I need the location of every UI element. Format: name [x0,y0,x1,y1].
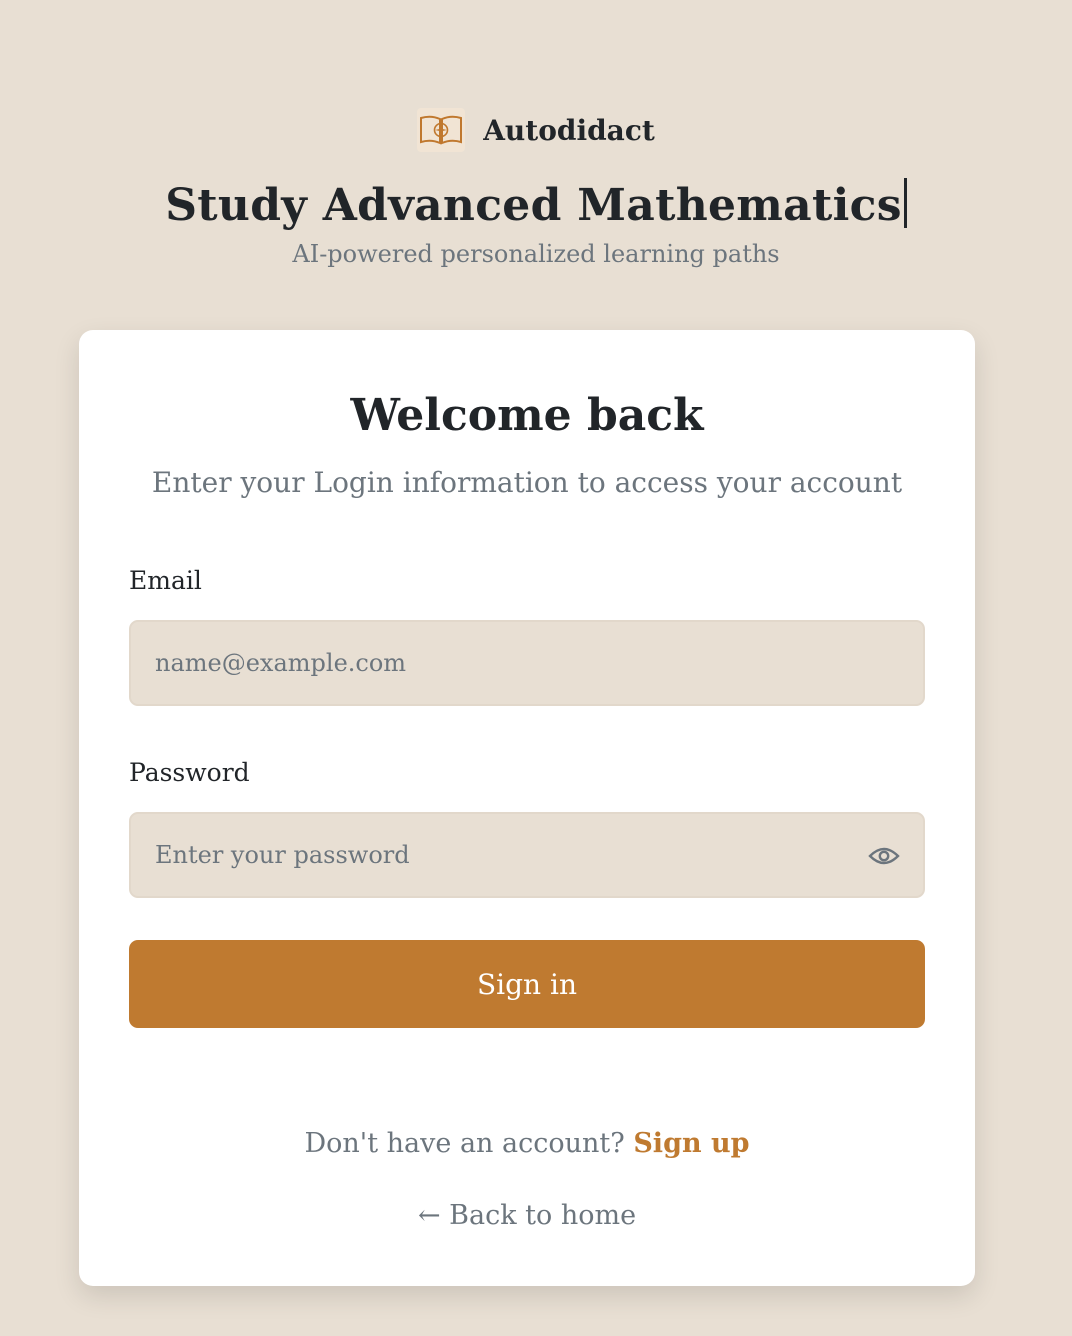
hero-title-text: Study Advanced Mathematics [165,180,902,231]
password-label: Password [129,758,250,787]
open-book-compass-icon [417,108,465,152]
signup-prompt-text: Don't have an account? [304,1128,634,1159]
eye-icon[interactable] [867,842,901,870]
brand-header [0,108,1072,152]
email-field-container [129,620,925,706]
sign-in-button[interactable]: Sign in [129,940,925,1028]
password-field[interactable] [131,814,923,896]
email-label: Email [129,566,202,595]
login-title: Welcome back [350,390,704,441]
email-field[interactable] [131,622,923,704]
signup-prompt [79,1128,975,1159]
typing-caret [904,178,907,228]
login-subtitle: Enter your Login information to access your account [151,466,903,499]
brand-name: Autodidact [483,113,655,147]
back-to-home-link[interactable]: ← Back to home [417,1200,637,1231]
hero-subtitle: AI-powered personalized learning paths [292,240,780,268]
password-field-container [129,812,925,898]
hero-title [0,178,1072,231]
sign-up-link[interactable]: Sign up [633,1128,750,1159]
login-card [79,330,975,1286]
